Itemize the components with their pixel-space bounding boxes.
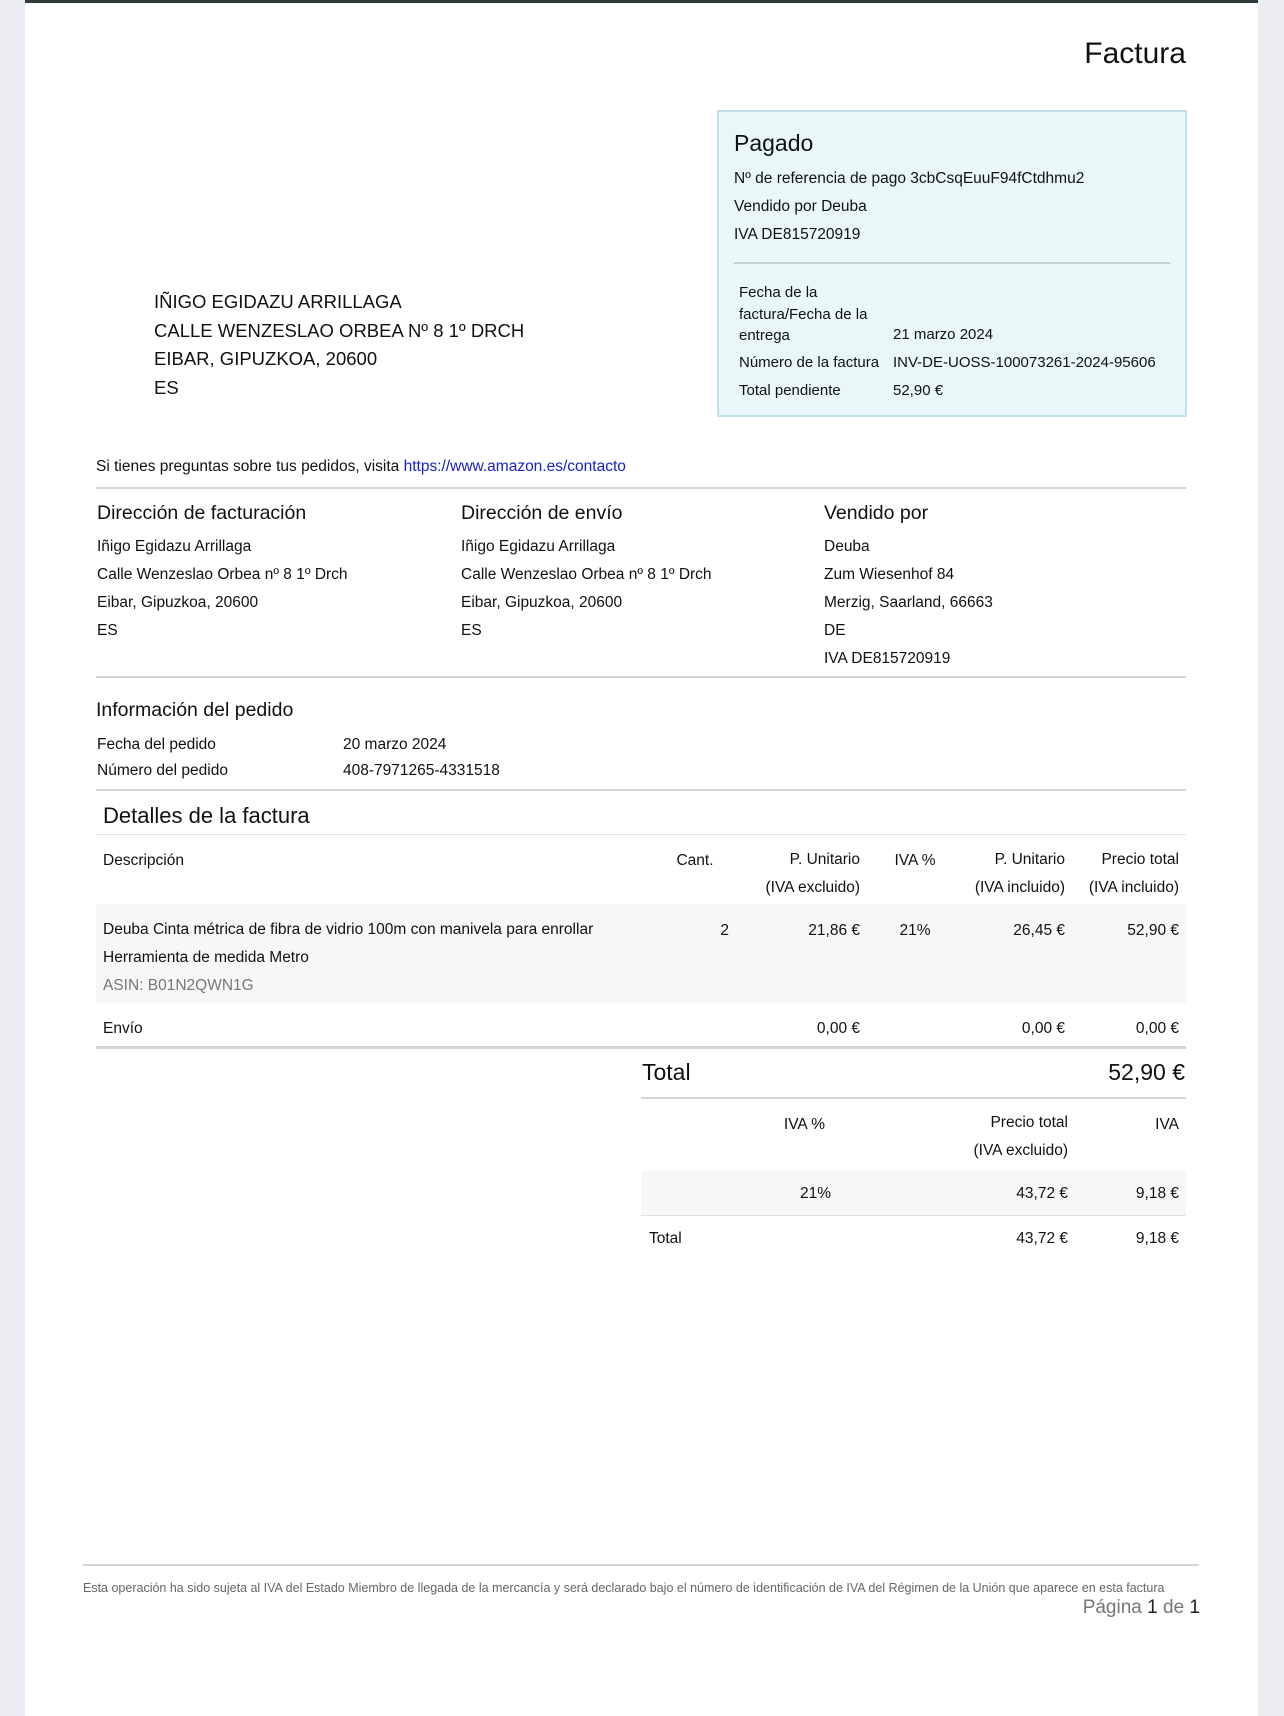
payment-status: Pagado	[734, 130, 814, 156]
shipping-unit-excl: 0,00 €	[816, 1020, 860, 1037]
payment-sold-by-label: Vendido por	[734, 198, 817, 215]
payment-reference	[734, 170, 1084, 188]
invoice-date-value: 21 marzo 2024	[893, 326, 994, 343]
col-unit-incl-line1: P. Unitario	[994, 851, 1065, 868]
shipping-line: Calle Wenzeslao Orbea nº 8 1º Drch	[461, 566, 712, 583]
divider	[96, 834, 1186, 835]
vat-col-total-line2: (IVA excluido)	[973, 1142, 1068, 1159]
vat-col-total	[905, 1109, 1068, 1165]
details-total-label: Total	[642, 1059, 691, 1085]
col-description: Descripción	[103, 852, 184, 869]
recipient-address	[154, 288, 524, 402]
shipping-row-label: Envío	[103, 1020, 143, 1037]
payment-summary-box	[717, 110, 1187, 417]
divider	[96, 789, 1186, 791]
seller-line: Zum Wiesenhof 84	[824, 566, 955, 583]
seller-lines	[824, 533, 993, 673]
total-due-value: 52,90 €	[893, 382, 944, 399]
item-desc-line1: Deuba Cinta métrica de fibra de vidrio 100m con manivela para enrollar	[103, 921, 594, 938]
recipient-street: CALLE WENZESLAO ORBEA Nº 8 1º DRCH	[154, 319, 525, 341]
recipient-country: ES	[154, 376, 179, 398]
shipping-line: Iñigo Egidazu Arrillaga	[461, 538, 616, 555]
recipient-name: IÑIGO EGIDAZU ARRILLAGA	[154, 291, 402, 312]
col-unit-excl-line2: (IVA excluido)	[765, 879, 860, 896]
invoice-page	[25, 3, 1258, 1716]
seller-line: IVA DE815720919	[824, 650, 951, 667]
item-vat: 21%	[899, 922, 931, 939]
vat-row-total-excl: 43,72 €	[1016, 1185, 1068, 1202]
shipping-lines	[461, 533, 712, 645]
shipping-line: ES	[461, 622, 482, 639]
seller-line: Deuba	[824, 538, 870, 555]
order-number-value: 408-7971265-4331518	[343, 762, 500, 779]
details-heading: Detalles de la factura	[103, 803, 310, 828]
item-desc-line2: Herramienta de medida Metro	[103, 949, 309, 966]
page-of-word: de	[1163, 1597, 1185, 1618]
divider	[641, 1215, 1186, 1216]
order-number-label: Número del pedido	[97, 762, 228, 779]
details-total-value: 52,90 €	[1108, 1059, 1185, 1085]
total-due-label: Total pendiente	[739, 382, 841, 399]
seller-line: Merzig, Saarland, 66663	[824, 594, 993, 611]
page-indicator	[1083, 1597, 1200, 1619]
contact-text: Si tienes preguntas sobre tus pedidos, visita	[96, 458, 400, 475]
shipping-unit-incl: 0,00 €	[1021, 1020, 1065, 1037]
payment-reference-value: 3cbCsqEuuF94fCtdhmu2	[910, 170, 1085, 187]
billing-line: ES	[97, 622, 118, 639]
divider	[96, 487, 1186, 489]
billing-line: Eibar, Gipuzkoa, 20600	[97, 594, 259, 611]
vat-col-total-line1: Precio total	[990, 1114, 1068, 1131]
col-unit-excl-line1: P. Unitario	[789, 851, 860, 868]
item-qty: 2	[720, 922, 729, 939]
vat-row-rate: 21%	[799, 1185, 831, 1202]
payment-vat-value: DE815720919	[761, 226, 861, 243]
col-total-incl-line2: (IVA incluido)	[1088, 879, 1179, 896]
shipping-line: Eibar, Gipuzkoa, 20600	[461, 594, 623, 611]
col-total-incl-line1: Precio total	[1101, 851, 1179, 868]
footer-note: Esta operación ha sido sujeta al IVA del Estado Miembro de llegada de la mercancía y será declarado bajo el número de identificación de IVA del Régimen de la Unión que aparece en esta factura	[83, 1581, 1165, 1595]
shipping-address	[461, 502, 712, 645]
divider	[641, 1097, 1186, 1099]
page-count: 1	[1189, 1597, 1200, 1618]
payment-reference-label: Nº de referencia de pago	[734, 170, 906, 187]
payment-divider	[734, 262, 1170, 264]
shipping-heading: Dirección de envío	[461, 502, 623, 524]
order-date-value: 20 marzo 2024	[343, 736, 447, 753]
invoice-number-label: Número de la factura	[739, 354, 880, 371]
seller-heading: Vendido por	[824, 502, 929, 524]
order-date-label: Fecha del pedido	[97, 736, 216, 753]
vat-col-vat: IVA	[1155, 1116, 1179, 1133]
contact-link[interactable]: https://www.amazon.es/contacto	[403, 458, 626, 475]
item-unit-incl: 26,45 €	[1013, 922, 1065, 939]
item-total-incl: 52,90 €	[1127, 922, 1179, 939]
vat-col-rate: IVA %	[783, 1116, 825, 1133]
col-total-incl	[1045, 846, 1179, 902]
item-description	[103, 916, 593, 1000]
item-unit-excl: 21,86 €	[808, 922, 860, 939]
seller-address	[824, 502, 993, 673]
payment-vat-label: IVA	[734, 226, 757, 243]
billing-line: Iñigo Egidazu Arrillaga	[97, 538, 252, 555]
col-vat: IVA %	[894, 852, 936, 869]
contact-line	[96, 458, 626, 476]
page-number: 1	[1147, 1597, 1158, 1618]
payment-vat-id	[734, 226, 860, 244]
vat-total-excl: 43,72 €	[1016, 1230, 1068, 1247]
billing-lines	[97, 533, 348, 645]
order-heading: Información del pedido	[96, 699, 294, 721]
col-unit-incl	[905, 846, 1065, 902]
seller-line: DE	[824, 622, 846, 639]
col-qty: Cant.	[676, 852, 714, 869]
payment-sold-by-value: Deuba	[821, 198, 867, 215]
billing-address	[97, 502, 348, 645]
vat-total-vat: 9,18 €	[1135, 1230, 1179, 1247]
vat-row-vat: 9,18 €	[1135, 1185, 1179, 1202]
col-unit-incl-line2: (IVA incluido)	[974, 879, 1065, 896]
payment-sold-by	[734, 198, 867, 216]
divider	[96, 676, 1186, 678]
divider	[96, 1046, 1186, 1049]
document-title: Factura	[1084, 37, 1186, 70]
footer-divider	[83, 1564, 1199, 1566]
billing-heading: Dirección de facturación	[97, 502, 307, 524]
recipient-city: EIBAR, GIPUZKOA, 20600	[154, 348, 378, 369]
invoice-date-label: Fecha de la factura/Fecha de la entrega	[739, 284, 868, 344]
item-asin: ASIN: B01N2QWN1G	[103, 977, 254, 994]
vat-total-label: Total	[649, 1230, 682, 1247]
billing-line: Calle Wenzeslao Orbea nº 8 1º Drch	[97, 566, 348, 583]
invoice-number-value: INV-DE-UOSS-100073261-2024-95606	[893, 354, 1156, 371]
shipping-total-incl: 0,00 €	[1135, 1020, 1179, 1037]
col-unit-excl	[705, 846, 860, 902]
page-word: Página	[1082, 1597, 1142, 1618]
